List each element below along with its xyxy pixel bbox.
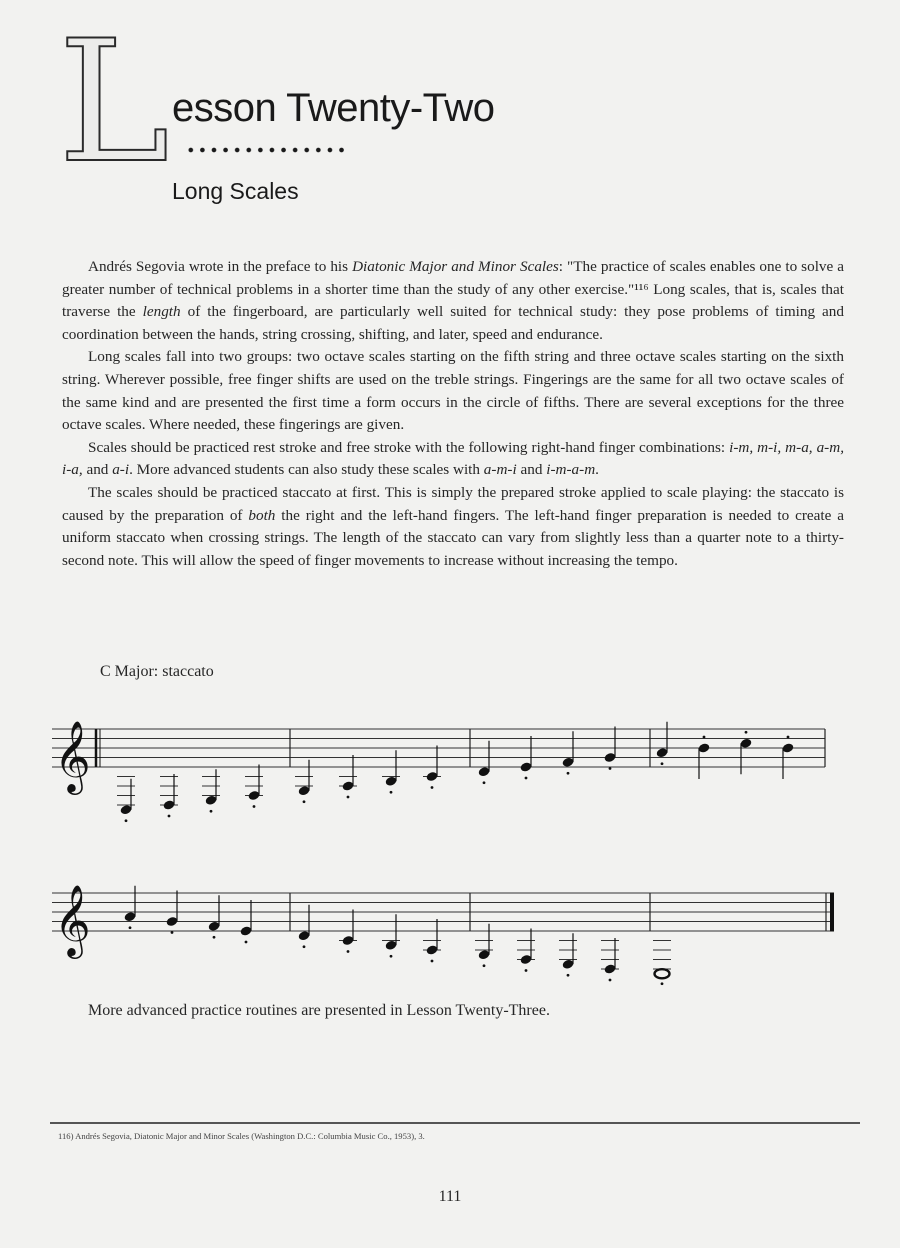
text-run: Andrés Segovia wrote in the preface to his [88, 258, 353, 275]
staccato-dot [525, 969, 528, 972]
staccato-dot [609, 767, 612, 770]
staccato-dot [303, 945, 306, 948]
whole-note [655, 969, 670, 978]
staccato-dot [210, 810, 213, 813]
italic-text: a-i [112, 461, 130, 479]
staccato-dot [390, 791, 393, 794]
footnote: 116) Andrés Segovia, Diatonic Major and Minor Scales (Washington D.C.: Columbia Music Co., 1953), 3. [58, 1131, 425, 1141]
drop-cap: L [58, 4, 170, 200]
italic-text: i-m-a-m [546, 461, 596, 479]
staff-system-2 [52, 883, 834, 985]
staff-system-1 [52, 719, 825, 822]
text-run: Scales should be practiced rest stroke and free stroke with the following right-hand finger combinations: [88, 438, 730, 456]
staccato-dot [347, 796, 350, 799]
footnote-rule [50, 1122, 860, 1124]
staccato-dot [703, 736, 706, 739]
text-run: . [595, 461, 599, 479]
staccato-dot [661, 982, 664, 985]
staccato-dot [213, 936, 216, 939]
staccato-dot [390, 955, 393, 958]
staccato-dot [483, 964, 486, 967]
staccato-dot [245, 941, 248, 944]
text-run: : "The practice of scales enables one to solve a greater number of technical problems in a shorter time than the study of any other exercise."¹¹⁶ Long scales, that is, scales that traverse the [62, 258, 844, 321]
staccato-dot [745, 731, 748, 734]
lesson-subtitle: Long Scales [172, 178, 299, 204]
text-run: the right and the left-hand fingers. The left-hand finger preparation is needed to create a uniform staccato when crossing strings. The length of the staccato can vary from slightly less than a quarter note to a thirty-second note. This will allow the speed of finger movements to increase without increasing the tempo. [62, 506, 844, 569]
staccato-dot [661, 762, 664, 765]
closing-note: More advanced practice routines are presented in Lesson Twenty-Three. [88, 1002, 550, 1019]
text-run: and [82, 461, 113, 479]
staccato-dot [303, 800, 306, 803]
staccato-dot [431, 960, 434, 963]
staccato-dot [168, 815, 171, 818]
italic-text: i-m, m-i, m-a, a-m, i-a, [62, 438, 844, 479]
staccato-dot [431, 786, 434, 789]
music-example-label: C Major: staccato [100, 663, 214, 680]
italic-text: Diatonic Major and Minor Scales [352, 258, 559, 275]
staccato-dot [609, 979, 612, 982]
staccato-dot [253, 805, 256, 808]
italic-text: a-m-i [483, 461, 517, 479]
staccato-dot [347, 950, 350, 953]
treble-clef-icon: 𝄞 [54, 719, 91, 792]
page-number: 111 [438, 1188, 462, 1205]
staccato-dot [567, 974, 570, 977]
lesson-title: esson Twenty-Two [172, 86, 495, 130]
staccato-dot [787, 736, 790, 739]
text-run: Long scales fall into two groups: two octave scales starting on the fifth string and three octave scales starting on the sixth string. Wherever possible, free finger shifts are used on the treble strings. Fingerings are the same for all two octave scales of the same kind and are presented the first time a form occurs in the circle of fifths. There are several exceptions for the three octave scales. Where needed, these fingerings are given. [62, 348, 844, 434]
text-run: and [516, 461, 547, 479]
text-run: of the fingerboard, are particularly well suited for technical study: they pose problems of timing and coordination between the hands, string crossing, shifting, and later, speed and endurance. [62, 303, 844, 343]
staccato-dot [129, 926, 132, 929]
italic-text: both [248, 506, 276, 524]
staccato-dot [171, 931, 174, 934]
text-run: The scales should be practiced staccato at first. This is simply the prepared stroke applied to scale playing: the staccato is caused by the preparation of [62, 483, 844, 524]
staccato-dot [567, 772, 570, 775]
text-run: . More advanced students can also study these scales with [129, 461, 484, 479]
treble-clef-icon: 𝄞 [54, 883, 91, 956]
staccato-dot [483, 781, 486, 784]
staccato-dot [125, 819, 128, 822]
staccato-dot [525, 777, 528, 780]
italic-text: length [142, 303, 181, 321]
